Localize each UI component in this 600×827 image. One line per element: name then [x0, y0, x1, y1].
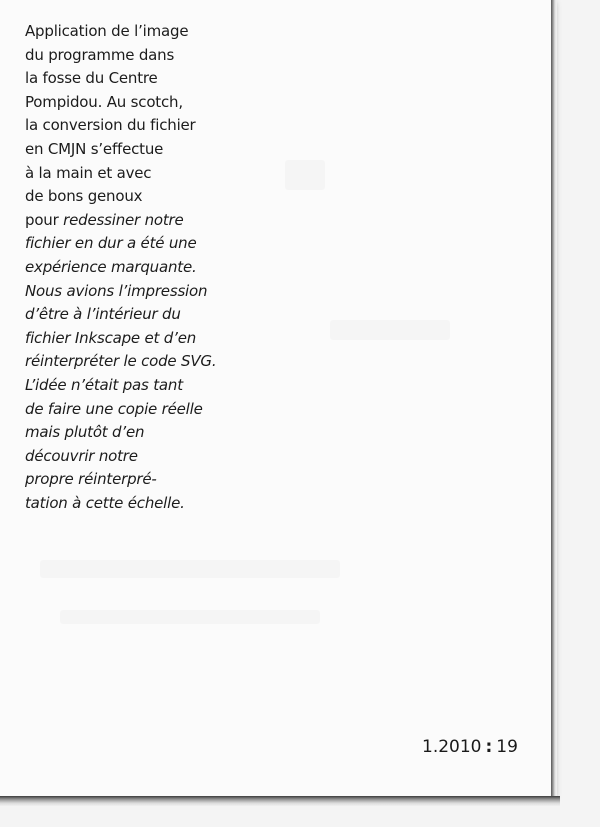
- text-line: découvrir notre: [25, 446, 138, 465]
- text-line: de bons genoux: [25, 187, 143, 206]
- text-line: pour redessiner notre: [25, 210, 184, 229]
- show-through-mark: [330, 320, 450, 340]
- text-line: de faire une copie réelle: [25, 399, 203, 418]
- text-line: mais plutôt d’en: [25, 423, 145, 442]
- text-line: à la main et avec: [25, 163, 152, 182]
- text-line: Application de l’image: [25, 22, 189, 40]
- issue-number: 1.2010: [422, 737, 482, 757]
- text-line: propre réinterpré-: [25, 470, 157, 489]
- text-line: fichier en dur a été une: [25, 234, 197, 253]
- text-line: tation à cette échelle.: [25, 493, 185, 512]
- text-line: Nous avions l’impression: [25, 281, 208, 300]
- text-line: expérience marquante.: [25, 257, 197, 276]
- text-line: en CMJN s’effectue: [25, 139, 164, 158]
- page-number: 19: [496, 737, 518, 757]
- text-line: du programme dans: [25, 45, 175, 64]
- text-line: la fosse du Centre: [25, 69, 158, 88]
- text-line: d’être à l’intérieur du: [25, 305, 181, 324]
- body-paragraph: [25, 20, 216, 515]
- text-line: Pompidou. Au scotch,: [25, 92, 183, 111]
- show-through-mark: [40, 560, 340, 578]
- text-line: L’idée n’était pas tant: [25, 375, 183, 394]
- show-through-mark: [285, 160, 325, 190]
- folio-separator: :: [485, 737, 493, 757]
- page-folio: [422, 737, 518, 757]
- show-through-mark: [60, 610, 320, 624]
- text-line: réinterpréter le code SVG.: [25, 352, 217, 371]
- text-line: fichier Inkscape et d’en: [25, 328, 197, 347]
- text-line: la conversion du fichier: [25, 116, 196, 135]
- paper-edge-right: [551, 0, 557, 800]
- paper-edge-bottom: [0, 796, 560, 806]
